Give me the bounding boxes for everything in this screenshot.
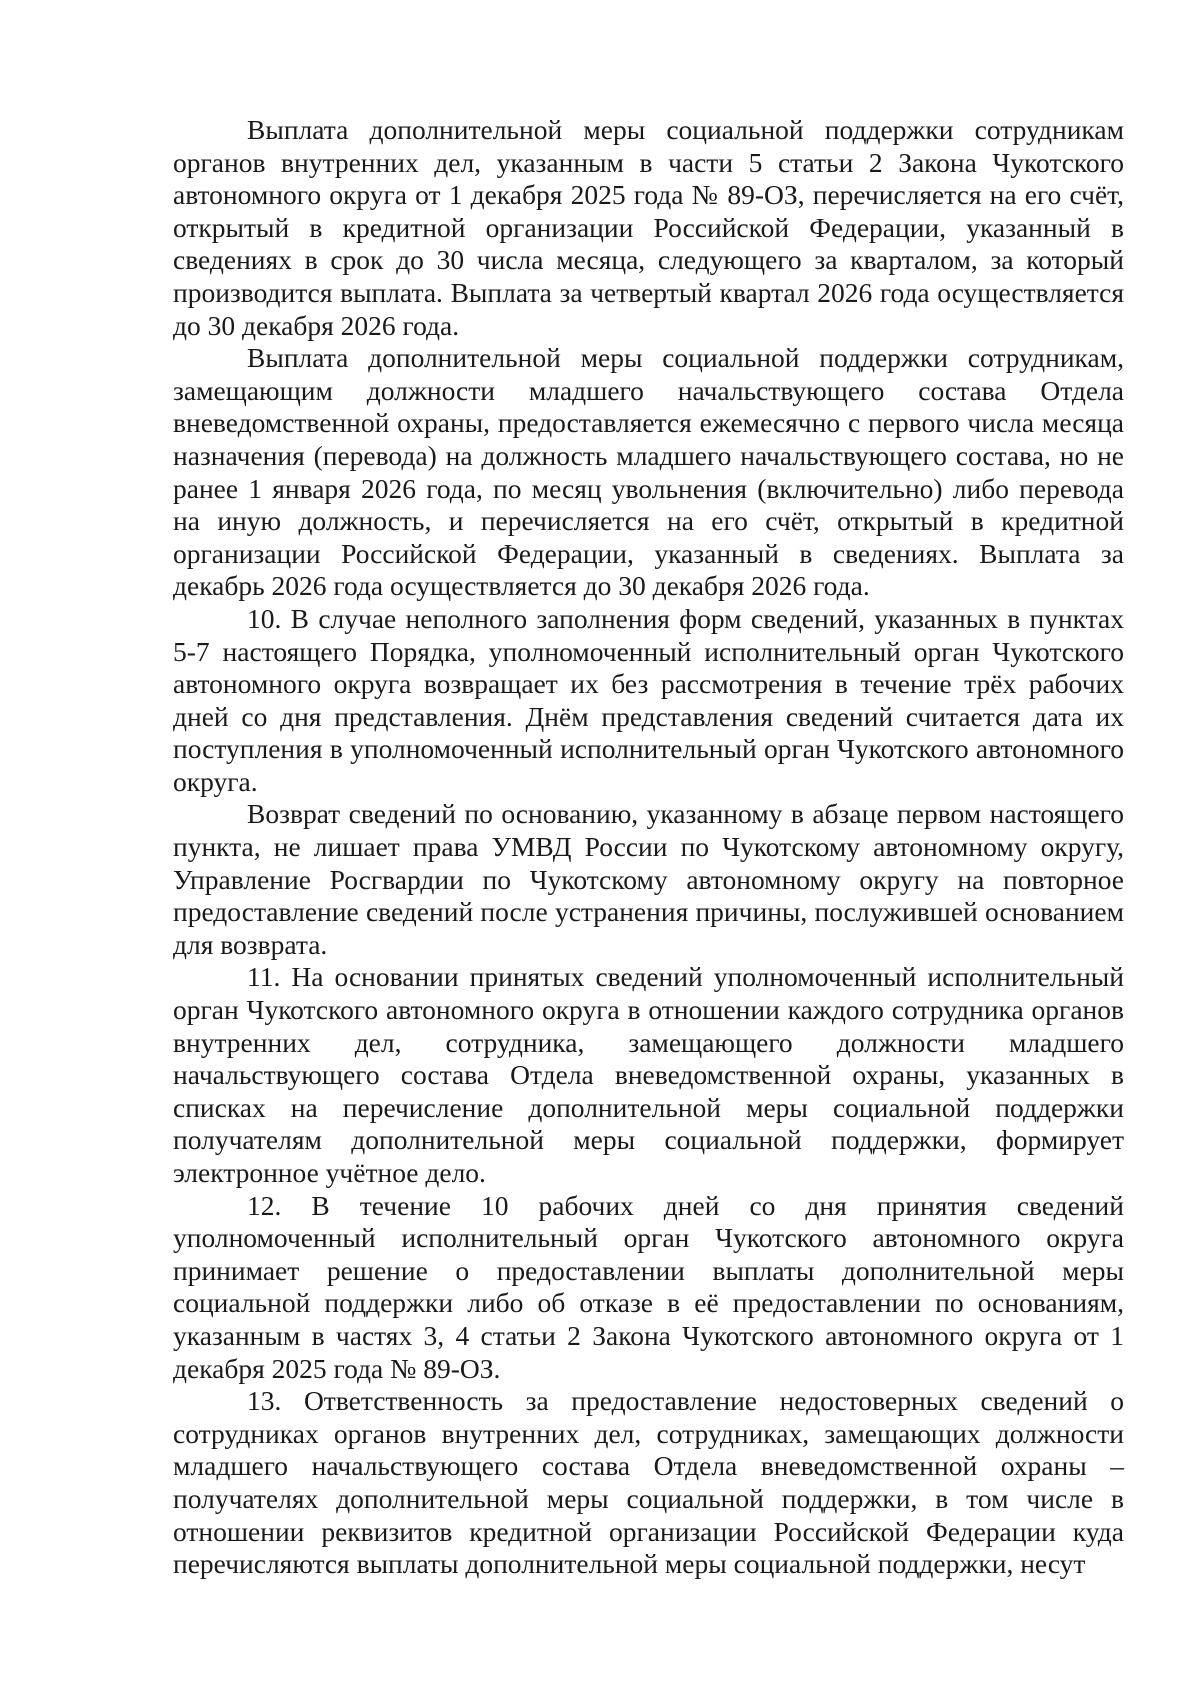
- paragraph: Возврат сведений по основанию, указанному в абзаце первом настоящего пункта, не лишает права УМВД России по Чукотскому автономному округу, Управление Росгвардии по Чукотскому автономному округу на повторное предоставление сведений после устранения причины, послужившей основанием для возврата.: [173, 798, 1124, 960]
- paragraph: Выплата дополнительной меры социальной поддержки сотрудникам, замещающим должности младшего начальствующего состава Отдела вневедомственной охраны, предоставляется ежемесячно с первого числа месяца назначения (перевода) на должность младшего начальствующего состава, но не ранее 1 января 2026 года, по месяц увольнения (включительно) либо перевода на иную должность, и перечисляется на его счёт, открытый в кредитной организации Российской Федерации, указанный в сведениях. Выплата за декабрь 2026 года осуществляется до 30 декабря 2026 года.: [173, 342, 1124, 602]
- paragraph-item-11: 11. На основании принятых сведений уполномоченный исполнительный орган Чукотского автономного округа в отношении каждого сотрудника органов внутренних дел, сотрудника, замещающего должности младшего начальствующего состава Отдела вневедомственной охраны, указанных в списках на перечисление дополнительной меры социальной поддержки получателям дополнительной меры социальной поддержки, формирует электронное учётное дело.: [173, 961, 1124, 1188]
- document-page: [173, 114, 1124, 1581]
- paragraph-item-12: 12. В течение 10 рабочих дней со дня принятия сведений уполномоченный исполнительный орган Чукотского автономного округа принимает решение о предоставлении выплаты дополнительной меры социальной поддержки либо об отказе в её предоставлении по основаниям, указанным в частях 3, 4 статьи 2 Закона Чукотского автономного округа от 1 декабря 2025 года № 89-ОЗ.: [173, 1189, 1124, 1384]
- paragraph-item-13: 13. Ответственность за предоставление недостоверных сведений о сотрудниках органов внутренних дел, сотрудниках, замещающих должности младшего начальствующего состава Отдела вневедомственной охраны – получателях дополнительной меры социальной поддержки, в том числе в отношении реквизитов кредитной организации Российской Федерации куда перечисляются выплаты дополнительной меры социальной поддержки, несут: [173, 1385, 1124, 1580]
- paragraph-item-10: 10. В случае неполного заполнения форм сведений, указанных в пунктах 5-7 настоящего Порядка, уполномоченный исполнительный орган Чукотского автономного округа возвращает их без рассмотрения в течение трёх рабочих дней со дня представления. Днём представления сведений считается дата их поступления в уполномоченный исполнительный орган Чукотского автономного округа.: [173, 602, 1124, 797]
- paragraph: Выплата дополнительной меры социальной поддержки сотрудникам органов внутренних дел, указанным в части 5 статьи 2 Закона Чукотского автономного округа от 1 декабря 2025 года № 89-ОЗ, перечисляется на его счёт, открытый в кредитной организации Российской Федерации, указанный в сведениях в срок до 30 числа месяца, следующего за кварталом, за который производится выплата. Выплата за четвертый квартал 2026 года осуществляется до 30 декабря 2026 года.: [173, 114, 1124, 341]
